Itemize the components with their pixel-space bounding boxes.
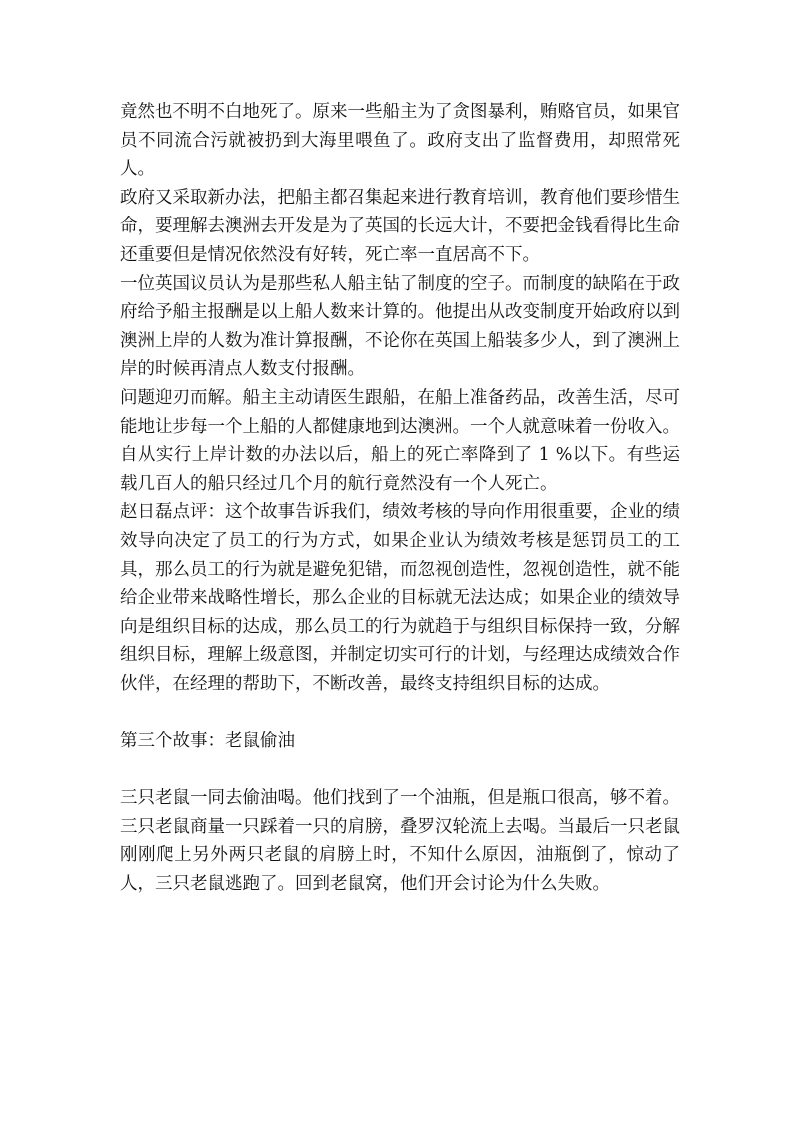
paragraph-4: 问题迎刃而解。船主主动请医生跟船，在船上准备药品，改善生活，尽可能地让步每一个上船的人都健康地到达澳洲。一个人就意味着一份收入。 [120, 387, 680, 437]
paragraph-1: 竟然也不明不白地死了。原来一些船主为了贪图暴利，贿赂官员，如果官员不同流合污就被扔到大海里喂鱼了。政府支出了监督费用，却照常死人。 [120, 102, 680, 180]
document-body [120, 98, 680, 899]
paragraph-2: 政府又采取新办法，把船主都召集起来进行教育培训，教育他们要珍惜生命，要理解去澳洲去开发是为了英国的长远大计，不要把金钱看得比生命还重要但是情况依然没有好转，死亡率一直居高不下。 [120, 187, 680, 265]
section-title: 第三个故事：老鼠偷油 [120, 731, 295, 752]
story-paragraph: 三只老鼠一同去偷油喝。他们找到了一个油瓶，但是瓶口很高，够不着。三只老鼠商量一只踩着一只的肩膀，叠罗汉轮流上去喝。当最后一只老鼠刚刚爬上另外两只老鼠的肩膀上时，不知什么原因，油瓶倒了，惊动了人，三只老鼠逃跑了。回到老鼠窝，他们开会讨论为什么失败。 [120, 788, 680, 895]
commentary-paragraph: 赵日磊点评：这个故事告诉我们，绩效考核的导向作用很重要，企业的绩效导向决定了员工的行为方式，如果企业认为绩效考核是惩罚员工的工具，那么员工的行为就是避免犯错，而忽视创造性，忽视创造性，就不能给企业带来战略性增长，那么企业的目标就无法达成；如果企业的绩效导向是组织目标的达成，那么员工的行为就趋于与组织目标保持一致，分解组织目标，理解上级意图，并制定切实可行的计划，与经理达成绩效合作伙伴，在经理的帮助下，不断改善，最终支持组织目标的达成。 [120, 502, 680, 694]
paragraph-5: 自从实行上岸计数的办法以后，船上的死亡率降到了 1 %以下。有些运载几百人的船只经过几个月的航行竟然没有一个人死亡。 [120, 445, 680, 494]
paragraph-3: 一位英国议员认为是那些私人船主钻了制度的空子。而制度的缺陷在于政府给予船主报酬是以上船人数来计算的。他提出从改变制度开始政府以到澳洲上岸的人数为准计算报酬，不论你在英国上船装多少人，到了澳洲上岸的时候再清点人数支付报酬。 [120, 273, 680, 380]
